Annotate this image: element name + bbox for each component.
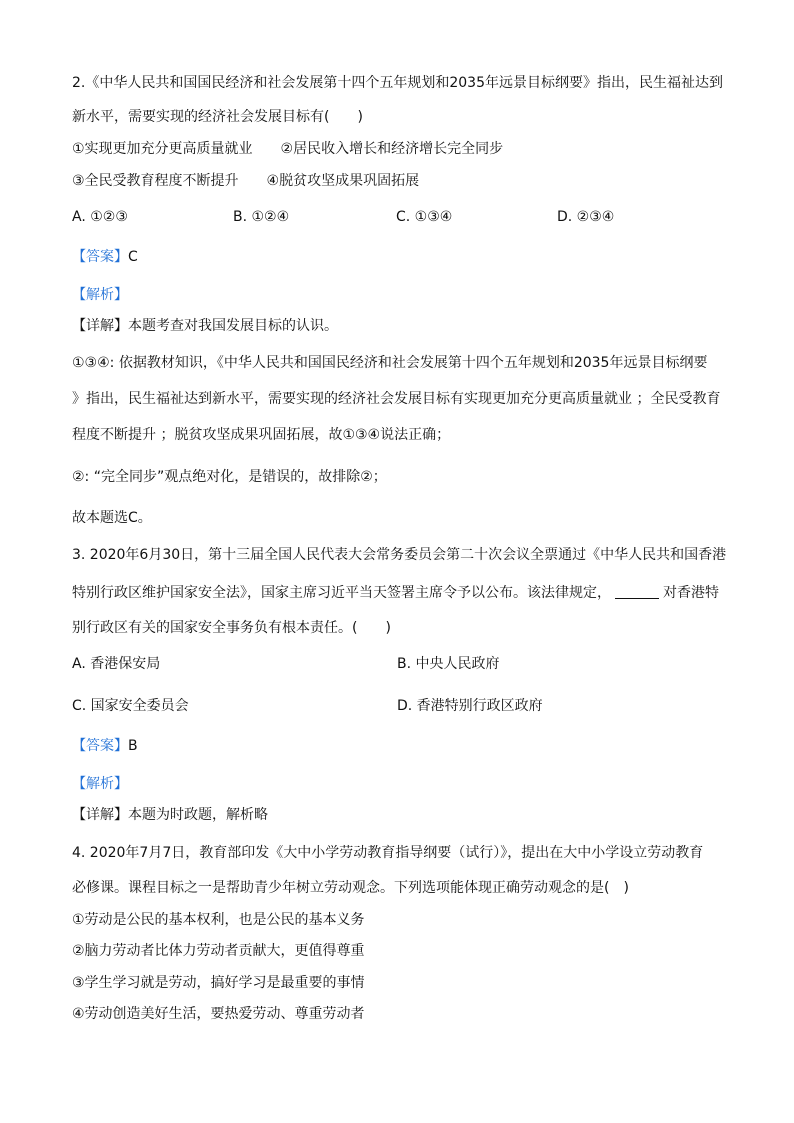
q3-stem-line-1: 3. 2020年6月30日，第十三届全国人民代表大会常务委员会第二十次会议全票通过《中华人民共和国香港 — [72, 547, 727, 563]
q2-answer-label: 【答案】 — [72, 249, 128, 265]
q3-stem-line-2 — [72, 583, 719, 603]
q2-detail — [72, 316, 338, 336]
q3-option-a: A. 香港保安局 — [72, 656, 161, 672]
q3-stem-line-2a: 特别行政区维护国家安全法》，国家主席习近平当天签署主席令予以公布。该法律规定， — [72, 585, 611, 601]
q3-option-c: C. 国家安全委员会 — [72, 698, 189, 714]
q3-analysis-label: 【解析】 — [72, 776, 128, 792]
q2-explanation-line-1: ①③④: 依据教材知识，《中华人民共和国国民经济和社会发展第十四个五年规划和2035年远景目标纲要 — [72, 355, 708, 371]
q2-analysis-label: 【解析】 — [72, 287, 128, 303]
q2-option-b: B. ①②④ — [233, 209, 290, 225]
q2-items-line-1: ①实现更加充分更高质量就业 ②居民收入增长和经济增长完全同步 — [72, 141, 504, 157]
q2-stem-line-2: 新水平，需要实现的经济社会发展目标有( ) — [72, 109, 363, 125]
q2-option-d: D. ②③④ — [557, 209, 615, 225]
q4-item-2: ②脑力劳动者比体力劳动者贡献大，更值得尊重 — [72, 943, 365, 959]
q4-stem-line-1: 4. 2020年7月7日，教育部印发《大中小学劳动教育指导纲要（试行）》，提出在大中小学设立劳动教育 — [72, 845, 704, 861]
q2-option-c: C. ①③④ — [396, 209, 453, 225]
q3-option-d: D. 香港特别行政区政府 — [397, 698, 543, 714]
q2-detail-label: 【详解】 — [72, 318, 128, 334]
q2-option-a: A. ①②③ — [72, 209, 128, 225]
q3-detail — [72, 805, 268, 825]
q3-fill-blank — [615, 584, 659, 599]
q2-items-line-2: ③全民受教育程度不断提升 ④脱贫攻坚成果巩固拓展 — [72, 173, 420, 189]
q3-stem-line-2b: 对香港特 — [663, 585, 719, 601]
q2-stem-line-1: 2.《中华人民共和国国民经济和社会发展第十四个五年规划和2035年远景目标纲要》指出，民生福祉达到 — [72, 75, 723, 91]
q4-item-1: ①劳动是公民的基本权利，也是公民的基本义务 — [72, 912, 365, 928]
q2-detail-text: 本题考查对我国发展目标的认识。 — [128, 318, 338, 334]
q2-answer-value: C — [128, 249, 138, 265]
q3-detail-text: 本题为时政题，解析略 — [128, 807, 268, 823]
q2-explanation-line-4: ②: “完全同步”观点绝对化，是错误的，故排除②； — [72, 469, 387, 485]
q2-explanation-line-3: 程度不断提升 ；脱贫攻坚成果巩固拓展，故①③④说法正确； — [72, 427, 451, 443]
q3-option-b: B. 中央人民政府 — [397, 656, 500, 672]
q3-detail-label: 【详解】 — [72, 807, 128, 823]
q2-explanation-line-2: 》指出，民生福祉达到新水平，需要实现的经济社会发展目标有实现更加充分更高质量就业 ；全民受教育 — [72, 391, 721, 407]
q2-answer — [72, 247, 138, 267]
q2-conclusion: 故本题选C。 — [72, 510, 152, 526]
q3-answer-label: 【答案】 — [72, 738, 128, 754]
q4-item-3: ③学生学习就是劳动，搞好学习是最重要的事情 — [72, 975, 365, 991]
q4-item-4: ④劳动创造美好生活，要热爱劳动、尊重劳动者 — [72, 1006, 365, 1022]
q4-stem-line-2: 必修课。课程目标之一是帮助青少年树立劳动观念。下列选项能体现正确劳动观念的是( ) — [72, 880, 629, 896]
q3-stem-line-3: 别行政区有关的国家安全事务负有根本责任。( ) — [72, 620, 391, 636]
q3-answer-value: B — [128, 738, 138, 754]
q3-answer — [72, 736, 138, 756]
